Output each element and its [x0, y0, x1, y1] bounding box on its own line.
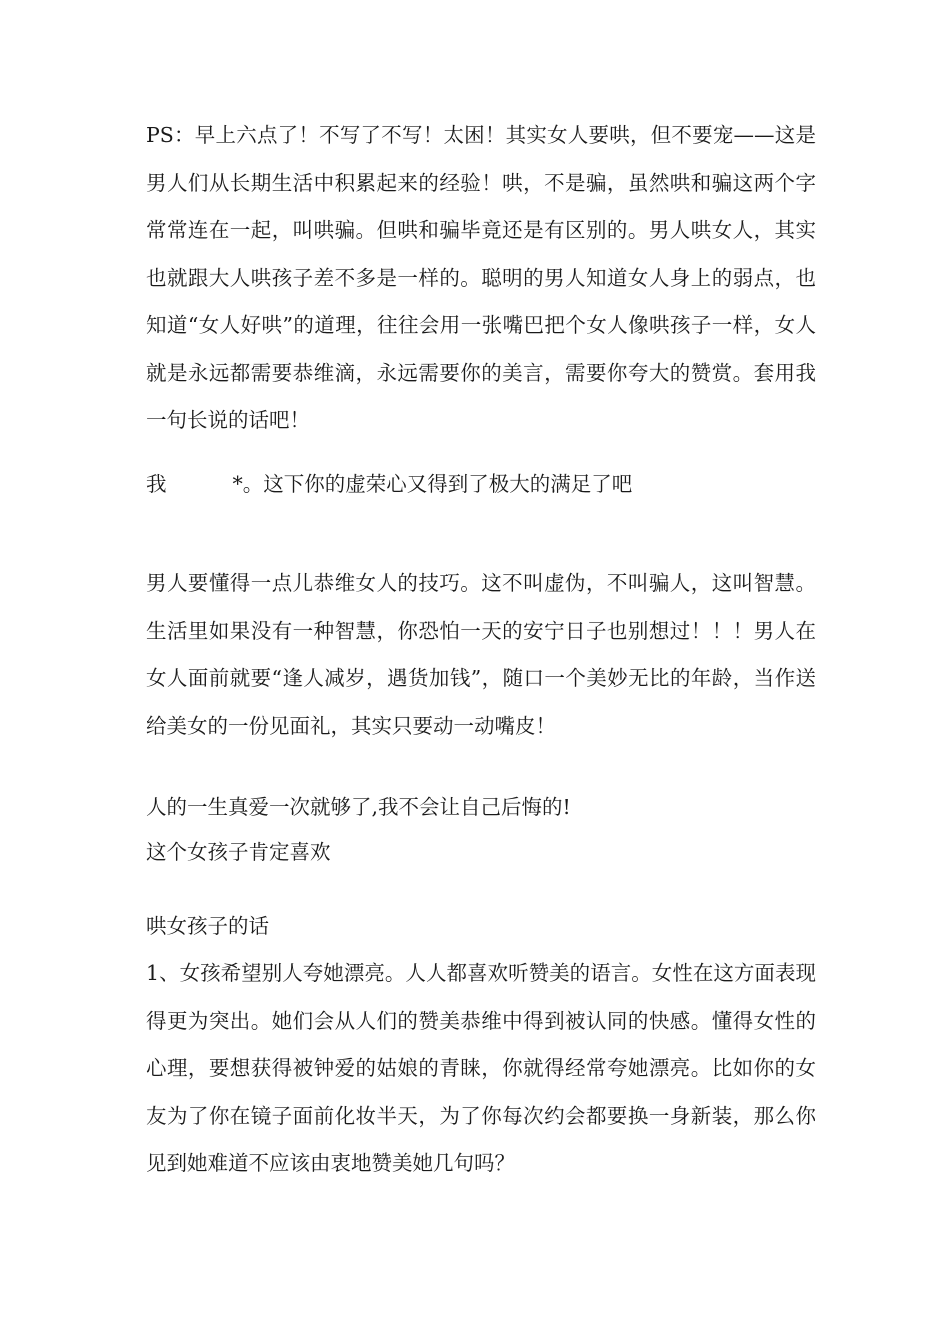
- paragraph-tip-1: 1、女孩希望别人夸她漂亮。人人都喜欢听赞美的语言。女性在这方面表现得更为突出。她们会从人们的赞美恭维中得到被认同的快感。懂得女性的心理，要想获得被钟爱的姑娘的青睐，你就得经常夸她漂亮。比如你的女友为了你在镜子面前化妆半天，为了你每次约会都要换一身新装，那么你见到她难道不应该由衷地赞美她几句吗？: [146, 961, 816, 1175]
- paragraph-compliment-skill: 男人要懂得一点儿恭维女人的技巧。这不叫虚伪，不叫骗人，这叫智慧。生活里如果没有一种智慧，你恐怕一天的安宁日子也别想过！！！男人在女人面前就要“逢人减岁，遇货加钱”，随口一个美妙无比的年龄，当作送给美女的一份见面礼，其实只要动一动嘴皮！: [146, 571, 816, 738]
- paragraph-girl-likes: 这个女孩子肯定喜欢: [146, 840, 331, 864]
- me-line-lead: 我: [146, 472, 167, 496]
- paragraph-true-love: 人的一生真爱一次就够了,我不会让自己后悔的!: [146, 795, 571, 819]
- section-heading: 哄女孩子的话: [146, 914, 269, 938]
- me-line-tail: *。这下你的虚荣心又得到了极大的满足了吧: [232, 472, 633, 496]
- paragraph-me-line: [146, 461, 816, 508]
- paragraph-ps-note: PS：早上六点了！不写了不写！太困！其实女人要哄，但不要宠——这是男人们从长期生活中积累起来的经验！哄，不是骗，虽然哄和骗这两个字常常连在一起，叫哄骗。但哄和骗毕竟还是有区别的。男人哄女人，其实也就跟大人哄孩子差不多是一样的。聪明的男人知道女人身上的弱点，也知道“女人好哄”的道理，往往会用一张嘴巴把个女人像哄孩子一样，女人就是永远都需要恭维滴，永远需要你的美言，需要你夸大的赞赏。套用我一句长说的话吧！: [146, 123, 816, 432]
